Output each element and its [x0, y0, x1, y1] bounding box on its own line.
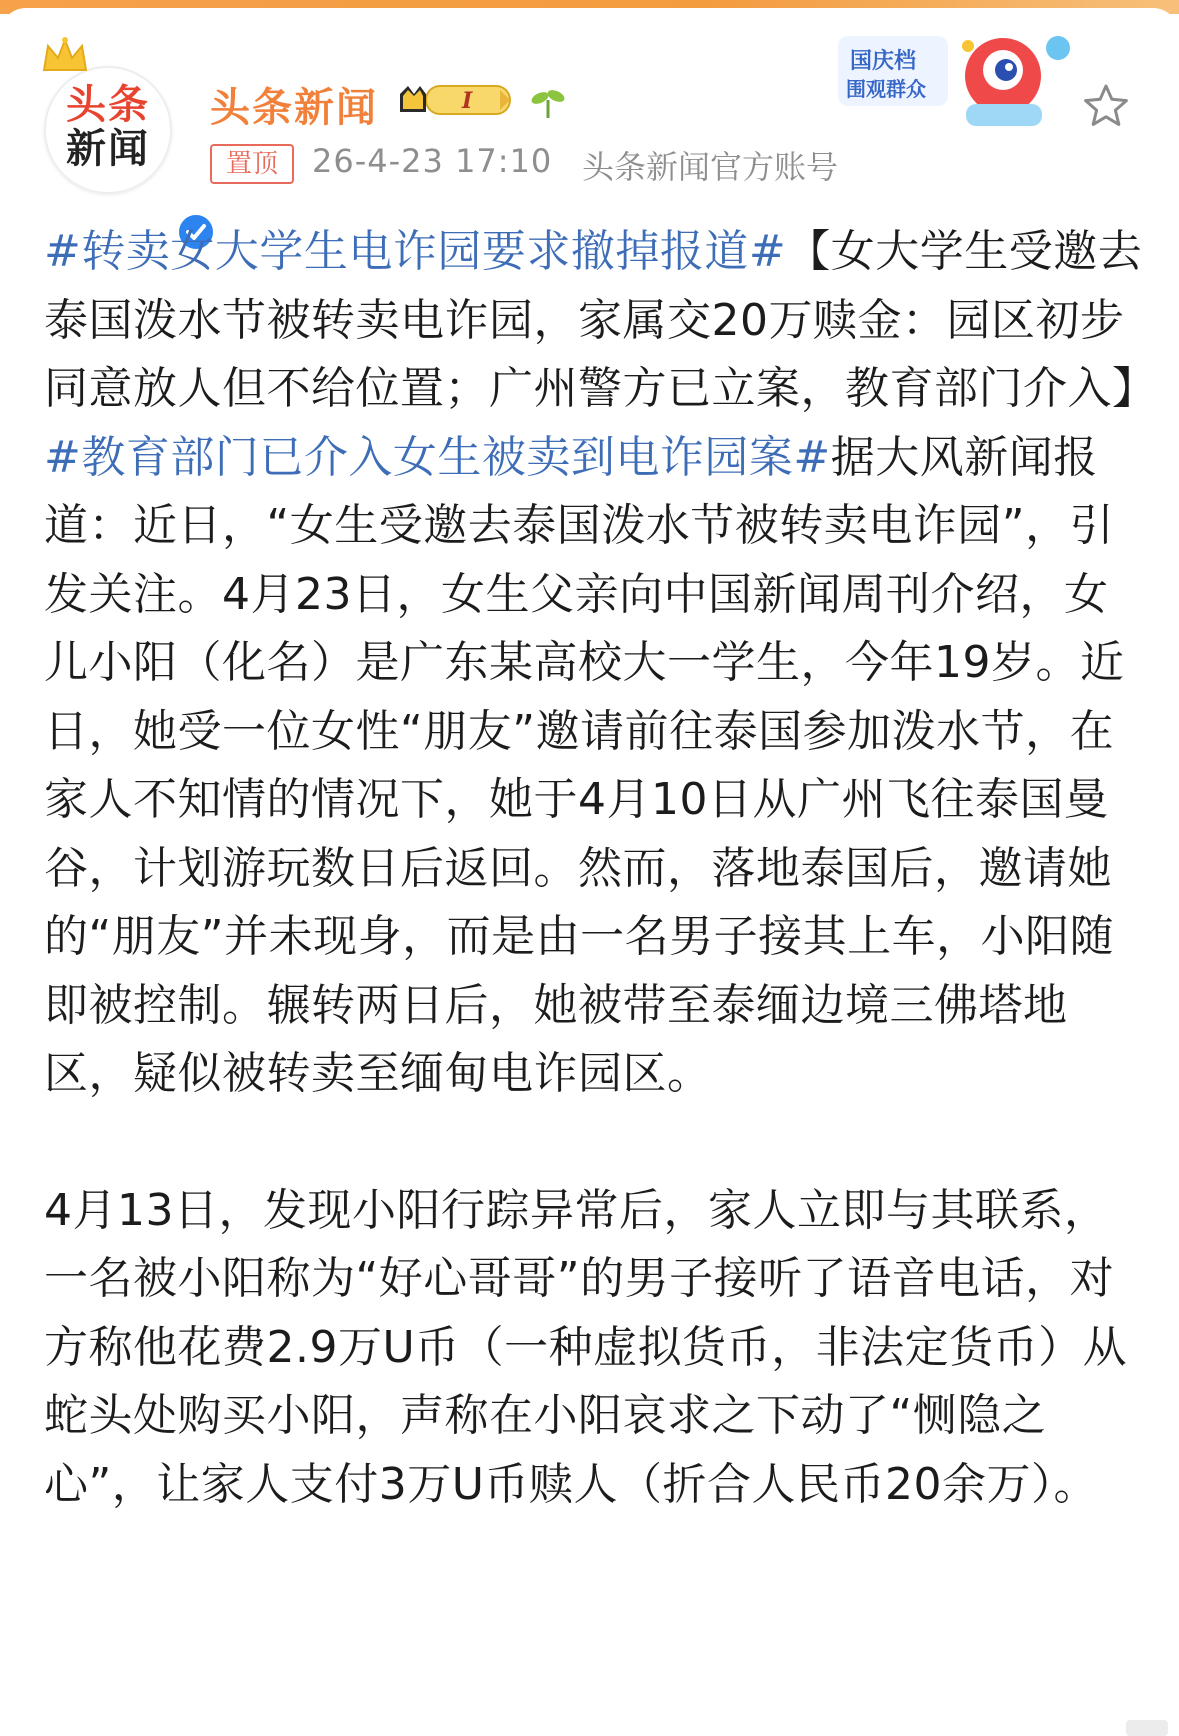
vip-level-text: I	[462, 88, 473, 114]
avatar-text-line1: 头条	[66, 82, 150, 128]
crown-icon	[40, 36, 90, 76]
hashtag-link[interactable]: #教育部门已介入女生被卖到电诈园案#	[44, 431, 831, 483]
avatar-text-line2: 新闻	[66, 126, 150, 172]
post-source: 头条新闻官方账号	[582, 148, 839, 186]
post-body-text: 据大风新闻报道：近日，“女生受邀去泰国泼水节被转卖电诈园”，引发关注。4月23日，女生父亲向中国新闻周刊介绍，女儿小阳（化名）是广东某高校大一学生，今年19岁。近日，她受一位女性“朋友”邀请前往泰国参加泼水节，在家人不知情的情况下，她于4月10日从广州飞往泰国曼谷，计划游玩数日后返回。然而，落地泰国后，邀请她的“朋友”并未现身，而是由一名男子接其上车，小阳随即被控制。辗转两日后，她被带至泰缅边境三佛塔地区，疑似被转卖至缅甸电诈园区。	[44, 431, 1125, 1099]
post-card	[0, 8, 1179, 1733]
avatar[interactable]	[44, 66, 172, 194]
promo-banner-icon[interactable]	[838, 26, 1078, 136]
post-headline: 【女大学生受邀去泰国泼水节被转卖电诈园，家属交20万赎金：园区初步同意放人但不给位置；广州警方已立案，教育部门介入】	[44, 226, 1157, 414]
post-paragraph-2: 4月13日，发现小阳行踪异常后，家人立即与其联系，一名被小阳称为“好心哥哥”的男子接听了语音电话，对方称他花费2.9万U币（一种虚拟货币，非法定货币）从蛇头处购买小阳，声称在小阳哀求之下动了“恻隐之心”，让家人支付3万U币赎人（折合人民币20余万）。	[44, 1184, 1128, 1510]
post-paragraph-1	[44, 218, 1157, 1109]
promo-line1: 国庆档	[850, 49, 917, 74]
hashtag-link[interactable]: #转卖女大学生电诈园要求撤掉报道#	[44, 226, 787, 277]
pinned-badge: 置顶	[210, 144, 294, 184]
account-name[interactable]: 头条新闻	[210, 85, 378, 131]
post-timestamp: 26-4-23 17:10	[312, 142, 553, 180]
vip-badge-icon[interactable]	[396, 80, 516, 120]
post-content	[44, 218, 1157, 1519]
scroll-indicator	[1126, 1720, 1168, 1736]
promo-line2: 围观群众	[846, 77, 926, 101]
star-icon[interactable]	[1082, 82, 1130, 130]
sprout-icon	[528, 82, 568, 122]
